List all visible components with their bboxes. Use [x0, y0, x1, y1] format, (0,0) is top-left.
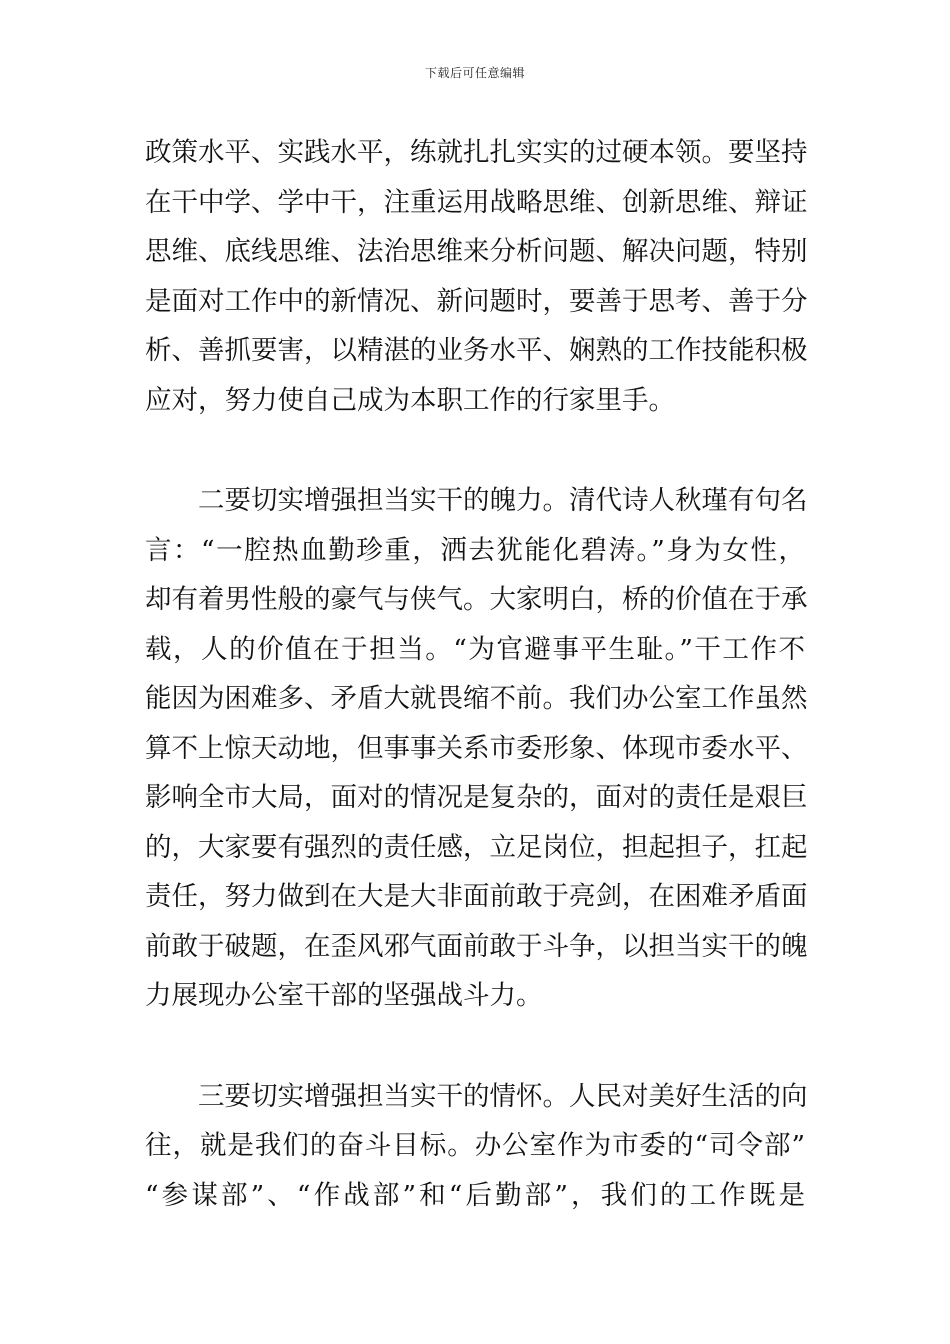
text-line: 往，就是我们的奋斗目标。办公室作为市委的“司令部”	[145, 1130, 805, 1161]
text-line: 是面对工作中的新情况、新问题时，要善于思考、善于分	[145, 285, 808, 317]
text-line: “参谋部”、“作战部”和“后勤部”，我们的工作既是	[145, 1179, 805, 1211]
text-line: 的，大家要有强烈的责任感，立足岗位，担起担子，扛起	[145, 831, 808, 863]
text-line: 思维、底线思维、法治思维来分析问题、解决问题，特别	[145, 236, 808, 267]
text-line: 力展现办公室干部的坚强战斗力。	[145, 980, 543, 1011]
text-line: 政策水平、实践水平，练就扎扎实实的过硬本领。要坚持	[145, 137, 808, 168]
paragraph-2	[145, 476, 808, 1021]
text-line: 前敢于破题，在歪风邪气面前敢于斗争，以担当实干的魄	[145, 930, 808, 962]
document-body	[145, 128, 808, 1220]
paragraph-3	[145, 1072, 808, 1221]
text-line: 三要切实增强担当实干的情怀。人民对美好生活的向	[198, 1080, 808, 1112]
text-line: 算不上惊天动地，但事事关系市委形象、体现市委水平、	[145, 732, 808, 764]
text-line: 却有着男性般的豪气与侠气。大家明白，桥的价值在于承	[145, 584, 808, 615]
text-line: 在干中学、学中干，注重运用战略思维、创新思维、辩证	[145, 186, 808, 218]
text-line: 能因为困难多、矛盾大就畏缩不前。我们办公室工作虽然	[145, 683, 808, 714]
page-header: 下载后可任意编辑	[424, 66, 525, 80]
paragraph-1	[145, 128, 808, 425]
text-line: 载，人的价值在于担当。“为官避事平生耻。”干工作不	[145, 633, 805, 665]
text-line: 影响全市大局，面对的情况是复杂的，面对的责任是艰巨	[145, 782, 808, 813]
text-line: 言：“一腔热血勤珍重，洒去犹能化碧涛。”身为女性，	[145, 534, 805, 566]
text-line: 析、善抓要害，以精湛的业务水平、娴熟的工作技能积极	[145, 335, 808, 366]
text-line: 责任，努力做到在大是大非面前敢于亮剑，在困难矛盾面	[145, 881, 808, 912]
text-line: 二要切实增强担当实干的魄力。清代诗人秋瑾有句名	[198, 485, 808, 516]
text-line: 应对，努力使自己成为本职工作的行家里手。	[145, 384, 675, 416]
